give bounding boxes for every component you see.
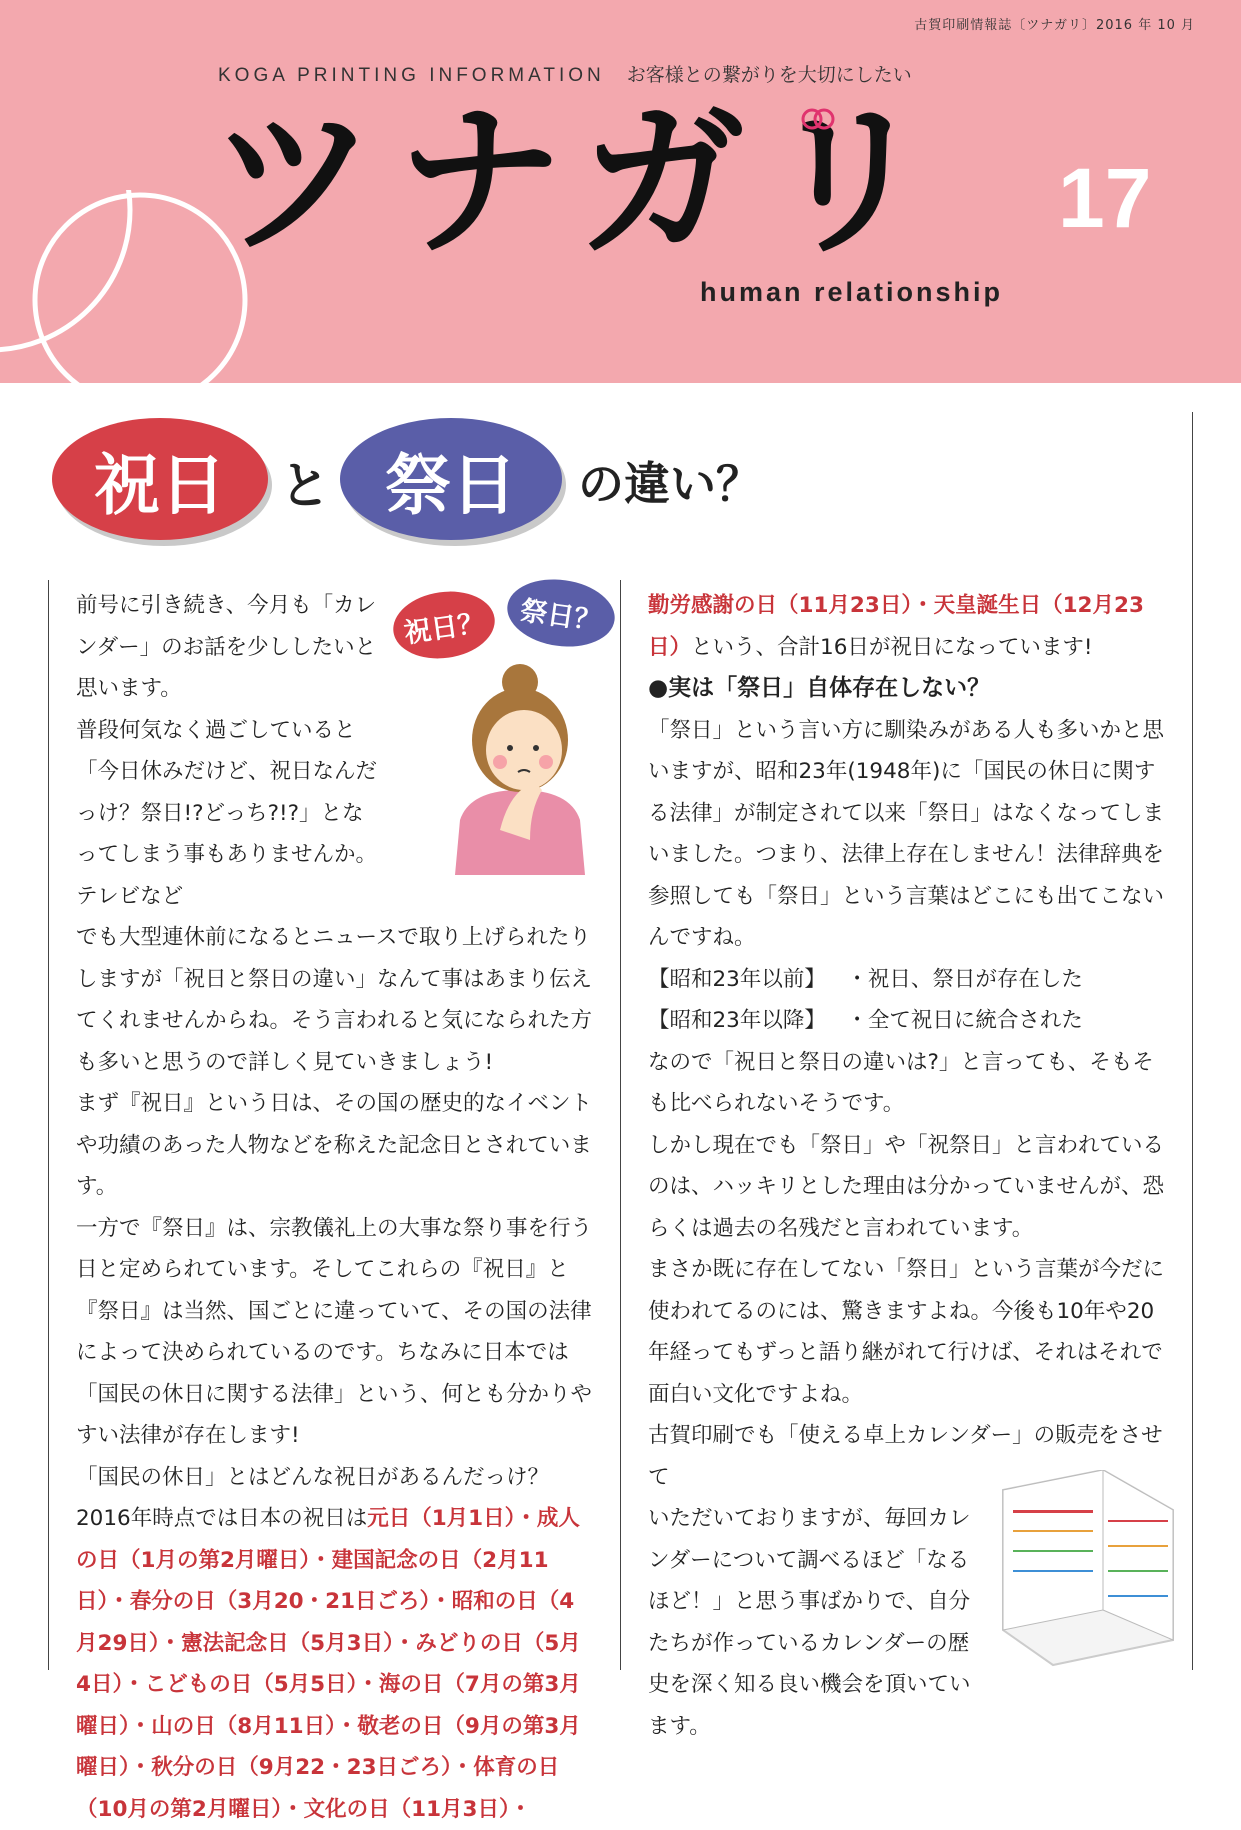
paragraph-koga-calendar: 古賀印刷でも「使える卓上カレンダー」の販売をさせて <box>648 1415 1168 1498</box>
bubble-saijitsu: 祭日？ <box>503 573 619 653</box>
issue-date-line: 古賀印刷情報誌〔ツナガリ〕2016 年 10 月 <box>914 14 1195 33</box>
tagline-en: KOGA PRINTING INFORMATION <box>218 65 605 86</box>
paragraph-culture: まさか既に存在してない「祭日」という言葉が今だに使われてるのには、驚きますよね。今後も10年や20年経ってもずっと語り継がれて行けば、それはそれで面白い文化ですよね。 <box>648 1249 1168 1415</box>
paragraph-holidays <box>76 1457 594 1830</box>
heading-rest: の違い？ <box>578 448 762 514</box>
holidays-list-cont: 勤労感謝の日（11月23日）・天皇誕生日（12月23日） <box>648 593 1144 660</box>
column-divider <box>620 580 621 1670</box>
heading-oval-saijitsu: 祭日 <box>340 418 562 540</box>
paragraph-remnant: しかし現在でも「祭日」や「祝祭日」と言われているのは、ハッキリとした理由は分かっていませんが、恐らくは過去の名残だと言われています。 <box>648 1125 1168 1250</box>
before-1948-row <box>648 959 1168 1001</box>
paragraph-koga-calendar-cont: いただいておりますが、毎回カレンダーについて調べるほど「なるほど！」と思う事ばかりで、自分たちが作っているカレンダーの歴史を深く知る良い機会を頂いています。 <box>648 1498 978 1747</box>
after-1948-row <box>648 1000 1168 1042</box>
issue-number: 17 <box>1058 150 1151 247</box>
paragraph-law: 「祭日」という言い方に馴染みがある人も多いかと思いますが、昭和23年(1948年)に「国民の休日に関する法律」が制定されて以来「祭日」はなくなってしまいました。つまり、法律上存在しません！法律辞典を参照しても「祭日」という言葉はどこにも出てこないんですね。 <box>648 710 1168 959</box>
paragraph-comparison: なので「祝日と祭日の違いは?」と言っても、そもそも比べられないそうです。 <box>648 1042 1168 1125</box>
section-title: ●実は「祭日」自体存在しない？ <box>648 668 1168 710</box>
paragraph-holidays-cont <box>648 585 1168 668</box>
paragraph-everyday: 普段何気なく過ごしていると「今日休みだけど、祝日なんだっけ？祭日!?どっち?!?」となってしまう事もありませんか。テレビなど <box>76 710 384 918</box>
article-heading <box>52 418 852 543</box>
heading-connector: と <box>280 446 330 518</box>
holidays-intro: 「国民の休日」とはどんな祝日があるんだっけ？ 2016年時点では日本の祝日は <box>76 1465 549 1532</box>
tagline-jp: お客様との繋がりを大切にしたい <box>627 64 912 86</box>
left-column <box>76 585 594 1830</box>
right-border <box>1192 412 1193 1670</box>
magazine-subtitle: human relationship <box>700 277 1003 308</box>
before-text: ・祝日、祭日が存在した <box>846 967 1083 992</box>
paragraph-shukujitsu: まず『祝日』という日は、その国の歴史的なイベントや功績のあった人物などを称えた記念日とされています。 <box>76 1083 594 1208</box>
heading-oval-shukujitsu: 祝日 <box>52 418 268 540</box>
holidays-total: という、合計16日が祝日になっています! <box>691 635 1092 660</box>
header-banner <box>0 0 1241 383</box>
holidays-list: 元日（1月1日）・成人の日（1月の第2月曜日）・建国記念の日（2月11日）・春分の日（3月20・21日ごろ）・昭和の日（4月29日）・憲法記念日（5月3日）・みどりの日（5月4日）・こどもの日（5月5日）・海の日（7月の第3月曜日）・山の日（8月11日）・敬老の日（9月の第3月曜日）・秋分の日（9月22・23日ごろ）・体育の日（10月の第2月曜日）・文化の日（11月3日）・ <box>76 1506 581 1822</box>
tagline <box>218 60 912 87</box>
bubble-shukujitsu: 祝日？ <box>389 585 499 665</box>
left-border <box>48 580 49 1670</box>
paragraph-everyday-cont: でも大型連休前になるとニュースで取り上げられたりしますが「祝日と祭日の違い」なんて事はあまり伝えてくれませんからね。そう言われると気になられた方も多いと思うので詳しく見ていきましょう! <box>76 917 594 1083</box>
magazine-title: ツナガリ <box>210 100 951 266</box>
paragraph-saijitsu: 一方で『祭日』は、宗教儀礼上の大事な祭り事を行う日と定められています。そしてこれらの『祝日』と『祭日』は当然、国ごとに違っていて、その国の法律によって決められているのです。ちなみに日本では「国民の休日に関する法律」という、何とも分かりやすい法律が存在します! <box>76 1208 594 1457</box>
after-text: ・全て祝日に統合された <box>846 1008 1083 1033</box>
intro-paragraph: 前号に引き続き、今月も「カレンダー」のお話を少ししたいと思います。 <box>76 585 384 710</box>
after-label: 【昭和23年以降】 <box>648 1008 826 1033</box>
before-label: 【昭和23年以前】 <box>648 967 826 992</box>
desk-calendar-illustration <box>993 1470 1183 1670</box>
linked-rings-icon <box>800 104 840 134</box>
